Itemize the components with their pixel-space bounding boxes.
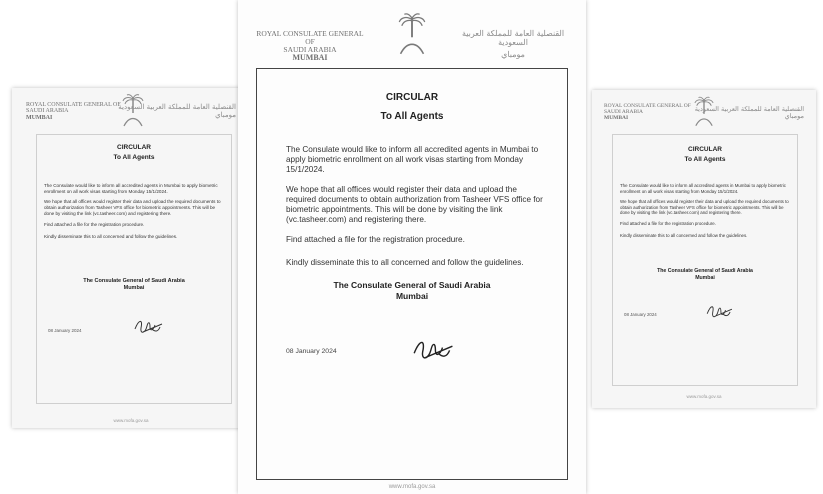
letterhead-arabic [458, 30, 568, 59]
letterhead-english [604, 104, 691, 121]
paragraph-3: Find attached a file for the registration procedure. [620, 220, 716, 226]
letter-copy-left [12, 88, 250, 428]
header-line-2: SAUDI ARABIA [283, 44, 337, 54]
header-arabic-line: القنصلية العامة للمملكة العربية السعودية [118, 103, 236, 111]
circular-title: CIRCULAR [385, 92, 439, 103]
header-line-1: ROYAL CONSULATE GENERAL OF [604, 103, 691, 109]
letter-paragraphs [620, 183, 790, 239]
letter-paragraphs [286, 145, 548, 268]
signature-block [44, 278, 224, 292]
sign-org: The Consulate General of Saudi Arabia [83, 278, 185, 284]
signature-image [702, 300, 738, 322]
header-line-2: SAUDI ARABIA [26, 108, 69, 115]
header-arabic-line: القنصلية العامة للمملكة العربية السعودية [461, 29, 565, 47]
header-arabic-line: القنصلية العامة للمملكة العربية السعودية [694, 105, 804, 113]
letter-copy-right [592, 90, 816, 408]
letter-date: 08 January 2024 [286, 348, 337, 355]
paragraph-1: The Consulate would like to inform all accredited agents in Mumbai to apply biometric enrollment on all work visas starting from Monday 15/1/2024. [620, 183, 786, 194]
letter-paragraphs [44, 183, 224, 240]
addressee: To All Agents [684, 155, 726, 163]
paragraph-3: Find attached a file for the registration procedure. [286, 235, 465, 244]
website-footer: www.mofa.gov.sa [686, 394, 722, 399]
sign-org: The Consulate General of Saudi Arabia [333, 280, 491, 290]
paragraph-2: We hope that all offices would register their data and upload the required documents to obtain authorization from Tasheer VFS office for biometric appointments. This will be done by visiting the link (vc.tasheer.com) and registering there. [44, 199, 221, 216]
website-footer: www.mofa.gov.sa [388, 484, 436, 490]
paragraph-1: The Consulate would like to inform all accredited agents in Mumbai to apply biometric enrollment on all work visas starting from Monday 15/1/2024. [286, 145, 539, 174]
sign-org: The Consulate General of Saudi Arabia [657, 268, 753, 274]
paragraph-1: The Consulate would like to inform all accredited agents in Mumbai to apply biometric enrollment on all work visas starting from Monday 15/1/2024. [44, 183, 218, 194]
letter-body [620, 146, 790, 164]
header-line-1: ROYAL CONSULATE GENERAL OF [26, 102, 121, 108]
header-city: MUMBAI [292, 52, 328, 62]
letter-frame [612, 134, 798, 386]
paragraph-2: We hope that all offices would register their data and upload the required documents to obtain authorization from Tasheer VFS office for biometric appointments. This will be done by visiting the link (vc.tasheer.com) and registering there. [286, 185, 543, 224]
circular-title: CIRCULAR [688, 146, 722, 153]
header-city: MUMBAI [604, 114, 629, 121]
sign-city: Mumbai [123, 285, 145, 292]
letterhead-arabic [118, 104, 236, 119]
header-arabic-city: مومباي [784, 112, 804, 121]
paragraph-2: We hope that all offices would register their data and upload the required documents to obtain authorization from Tasheer VFS office for biometric appointments. This will be done by visiting the link (vc.tasheer.com) and registering there. [620, 199, 789, 215]
circular-title: CIRCULAR [117, 144, 151, 151]
paragraph-4: Kindly disseminate this to all concerned and follow the guidelines. [44, 234, 178, 240]
signature-block [266, 280, 558, 302]
saudi-emblem-icon [398, 8, 426, 64]
addressee: To All Agents [113, 153, 155, 161]
letterhead-english [256, 30, 364, 62]
header-line-2: SAUDI ARABIA [604, 108, 643, 115]
letter-heading [266, 92, 558, 123]
letter-main [238, 0, 586, 494]
header-city: MUMBAI [26, 114, 53, 121]
letterhead-english [26, 102, 121, 121]
paragraph-4: Kindly disseminate this to all concerned and follow the guidelines. [286, 258, 524, 267]
letter-date: 08 January 2024 [624, 312, 657, 317]
letterhead-arabic [695, 106, 804, 120]
sign-city: Mumbai [395, 291, 429, 302]
header-arabic-city: مومباي [501, 49, 525, 59]
paragraph-3: Find attached a file for the registration procedure. [44, 221, 145, 227]
signature-image [406, 332, 462, 366]
letter-frame [36, 134, 232, 404]
letter-date: 08 January 2024 [48, 328, 82, 333]
addressee: To All Agents [380, 110, 444, 122]
letter-frame [256, 68, 568, 480]
paragraph-4: Kindly disseminate this to all concerned and follow the guidelines. [620, 233, 748, 238]
signature-image [130, 314, 168, 338]
sign-city: Mumbai [695, 274, 715, 281]
letter-body [44, 144, 224, 162]
header-arabic-city: مومباي [215, 110, 236, 119]
website-footer: www.mofa.gov.sa [113, 418, 149, 423]
header-line-1: ROYAL CONSULATE GENERAL OF [256, 29, 364, 46]
signature-block [620, 268, 790, 282]
